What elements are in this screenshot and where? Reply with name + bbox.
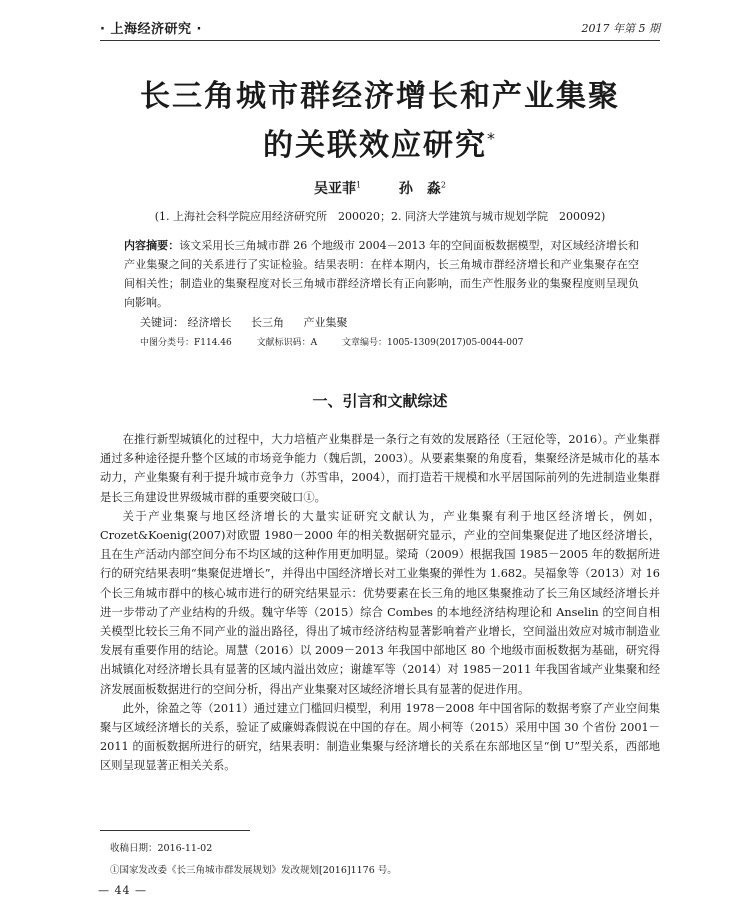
author-1-name: 吴亚菲 [314,181,357,197]
author-line [80,178,680,198]
title-line-2 [80,118,680,167]
article-number: 文章编号：1005-1309(2017)05-0044-007 [342,338,524,348]
paragraph-2: 关于产业集聚与地区经济增长的大量实证研究文献认为，产业集聚有利于地区经济增长，例如，Crozet&Koenig(2007)对欧盟 1980－2000 年的相关数据研究显示，产业的空间集聚促进了地区经济增长，且在生产活动内部空间分布不均区域的这种作用更加明显。梁琦（2009）根据我国 1985－2005 年的数据所进行的研究结果表明“集聚促进增长”，并得出中国经济增长对工业集聚的弹性为 1.682。吴福象等（2013）对 16 个长三角城市群中的核心城市进行的研究结果显示：优势要素在长三角的地区集聚推动了长三角区域经济增长并进一步带动了产业结构的升级。魏守华等（2015）综合 Combes 的本地经济结构理论和 Anselin 的空间自相关模型比较长三角不同产业的溢出路径，得出了城市经济结构显著影响着产业增长，空间溢出效应对城市制造业发展有重要作用的结论。周慧（2016）以 2009－2013 年我国中部地区 80 个地级市面板数据为基础，研究得出城镇化对经济增长具有显著的区域内溢出效应；谢雄军等（2014）对 1985－2011 年我国省域产业集聚和经济发展面板数据进行的空间分析，得出产业集聚对区域经济增长具有显著的促进作用。 [100,509,660,696]
classification-line [140,335,640,348]
title-line-2-text: 的关联效应研究 [263,128,487,163]
article-title [80,76,680,167]
keyword-2: 长三角 [251,316,284,329]
affiliation: (1. 上海社会科学院应用经济研究所 200020；2. 同济大学建筑与城市规划学院 200092) [154,210,606,223]
keywords [140,314,640,330]
running-header [100,18,660,40]
author-2-sup: 2 [440,180,446,190]
clc-number: 中图分类号：F114.46 [140,338,232,348]
footnote-1: ①国家发改委《长三角城市群发展规划》发改规划[2016]1176 号。 [110,865,397,876]
title-line-1: 长三角城市群经济增长和产业集聚 [140,79,620,114]
author-1-sup: 1 [356,180,362,190]
issue-label: 2017 年第 5 期 [581,22,660,35]
paragraph-1: 在推行新型城镇化的过程中，大力培植产业集群是一条行之有效的发展路径（王冠伦等，2016）。产业集群通过多种途径提升整个区域的市场竞争能力（魏后凯，2003）。从要素集聚的角度看，集聚经济是城市化的基本动力，产业集聚有利于提升城市竞争力（苏雪串，2004），而打造若干规模和水平居国际前列的先进制造业集群是长三角建设世界级城市群的重要突破口①。 [100,433,660,504]
paragraph-3: 此外，徐盈之等（2011）通过建立门槛回归模型，利用 1978－2008 年中国省际的数据考察了产业空间集聚与区域经济增长的关系，验证了威廉姆森假说在中国的存在。周小柯等（2015）采用中国 30 个省份 2001－2011 的面板数据所进行的研究，结果表明：制造业集聚与经济增长的关系在东部地区呈“倒 U”型关系，西部地区则呈现显著正相关关系。 [100,701,660,773]
document-code: 文献标识码：A [256,338,318,348]
section-heading: 一、引言和文献综述 [312,392,448,410]
received-date: 收稿日期：2016-11-02 [110,843,213,854]
keyword-3: 产业集聚 [303,316,348,329]
keyword-1: 经济增长 [187,316,232,329]
footnote-rule [100,830,250,831]
keywords-label: 关键词： [140,316,184,329]
header-rule [100,40,660,41]
page-number: — 44 — [98,884,147,897]
journal-name: · 上海经济研究 · [100,22,202,37]
abstract-text: 该文采用长三角城市群 26 个地级市 2004－2013 年的空间面板数据模型，对区域经济增长和产业集聚之间的关系进行了实证检验。结果表明：在样本期内，长三角城市群经济增长和产业集聚存在空间相关性；制造业的集聚程度对长三角城市群经济增长有正向影响，而生产性服务业的集聚程度则呈现负向影响。 [124,239,639,309]
abstract-label: 内容摘要： [124,239,180,252]
title-footnote-mark: * [487,129,497,148]
body-text [100,430,660,776]
author-2-name: 孙 淼 [398,181,441,197]
abstract [124,236,639,312]
